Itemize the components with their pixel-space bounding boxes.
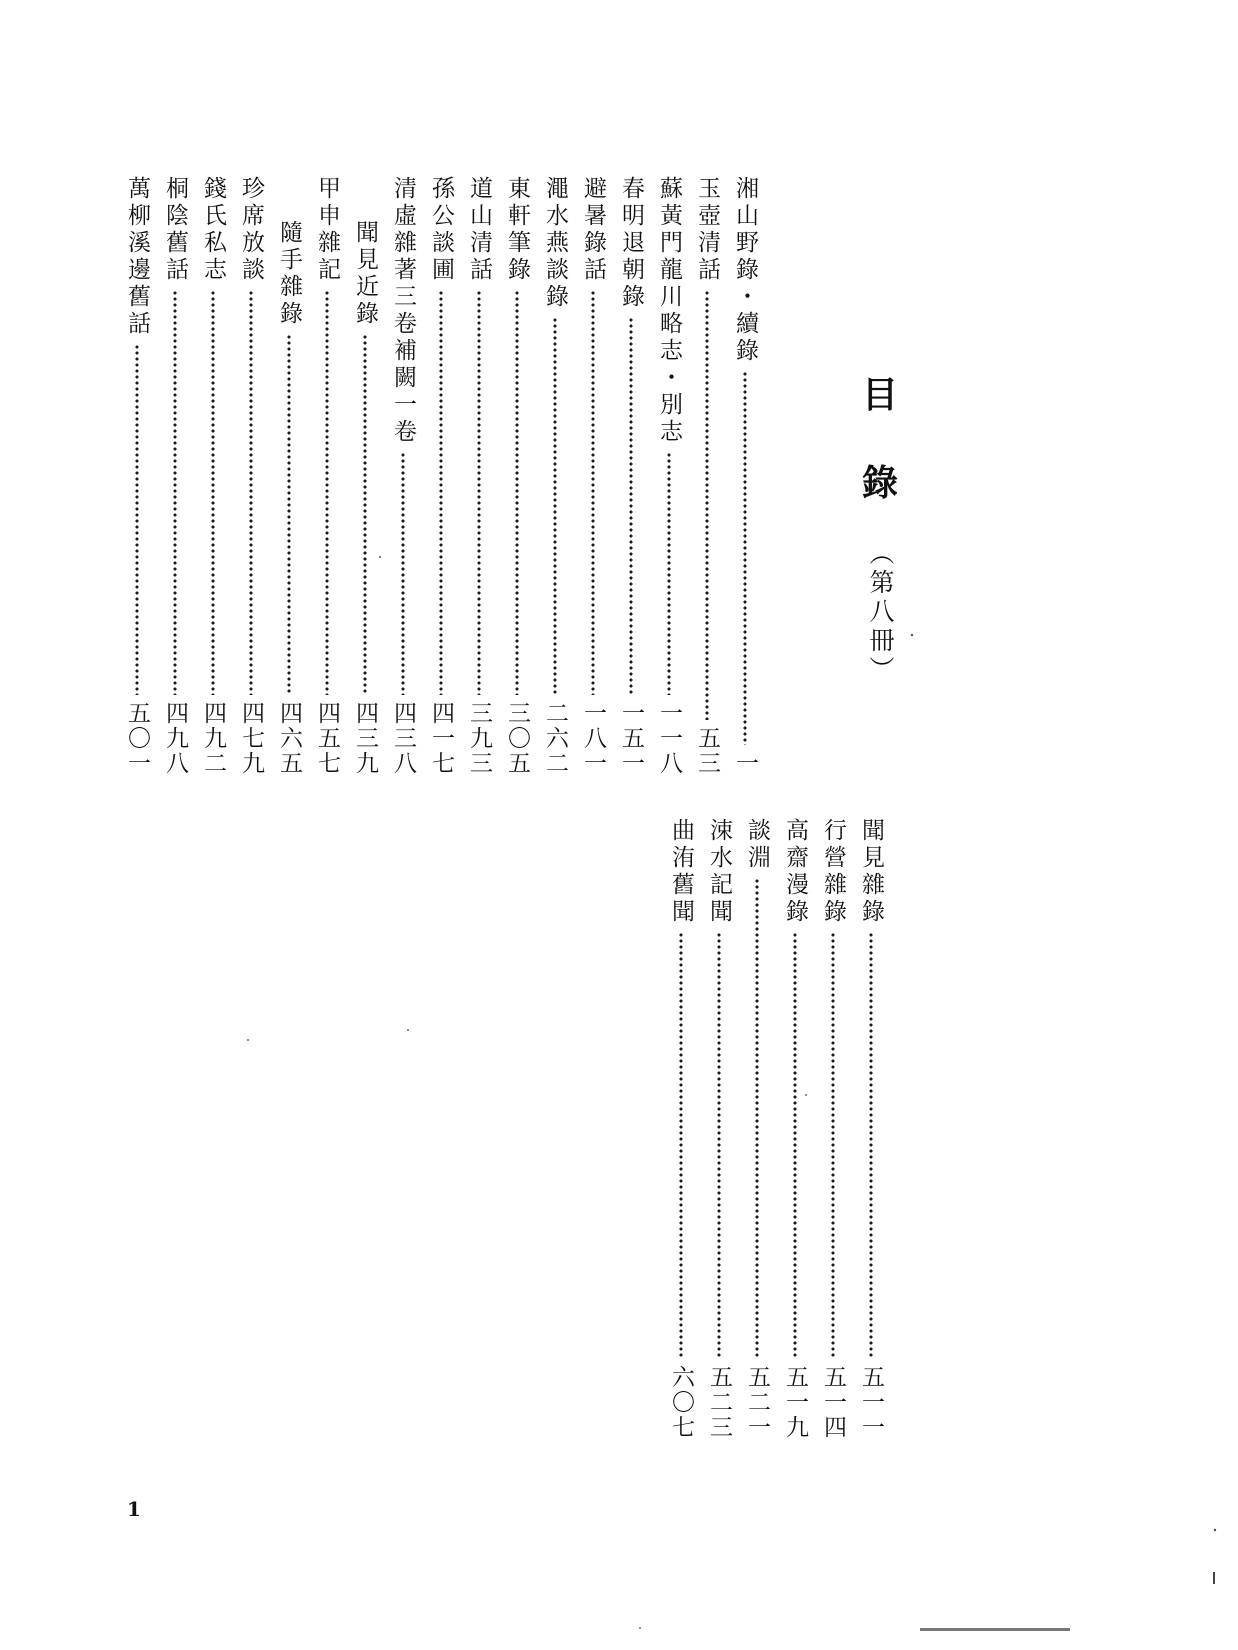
entry-page: 四七九 xyxy=(238,701,264,776)
entry-page: 一五一 xyxy=(618,701,644,776)
entry-page: 五一四 xyxy=(820,1365,846,1440)
entry-title: 道山清話 xyxy=(466,176,492,284)
entry-title: 談淵 xyxy=(744,818,770,872)
entry-page: 六〇七 xyxy=(668,1365,694,1440)
entry-page: 一一八 xyxy=(656,701,682,776)
entry-page: 四三八 xyxy=(390,701,416,776)
entry-page: 一八一 xyxy=(580,701,606,776)
page-number: 1 xyxy=(127,1497,141,1521)
entry-title: 蘇黃門龍川略志・別志 xyxy=(656,176,682,446)
entry-title: 避暑錄話 xyxy=(580,176,606,284)
entry-title: 清虛雜著三卷補闕一卷 xyxy=(390,176,416,446)
entry-title: 行營雜錄 xyxy=(820,818,846,926)
entry-title: 孫公談圃 xyxy=(428,176,454,284)
entry-title: 隨手雜錄 xyxy=(276,220,302,328)
entry-page: 四九二 xyxy=(200,701,226,776)
entry-title: 高齋漫錄 xyxy=(782,818,808,926)
entry-title: 澠水燕談錄 xyxy=(542,176,568,311)
entry-title: 甲申雜記 xyxy=(314,176,340,284)
entry-page: 一 xyxy=(732,751,758,776)
entry-page: 四一七 xyxy=(428,701,454,776)
entry-title: 聞見雜錄 xyxy=(858,818,884,926)
entry-page: 四六五 xyxy=(276,701,302,776)
entry-title: 萬柳溪邊舊話 xyxy=(124,176,150,338)
volume-label: （第八冊） xyxy=(866,540,895,685)
heading-char-1: 目 xyxy=(861,375,898,416)
entry-title: 曲洧舊聞 xyxy=(668,818,694,926)
entry-title: 桐陰舊話 xyxy=(162,176,188,284)
entry-title: 東軒筆錄 xyxy=(504,176,530,284)
entry-title: 春明退朝錄 xyxy=(618,176,644,311)
entry-page: 五二一 xyxy=(744,1365,770,1440)
entry-page: 五〇一 xyxy=(124,701,150,776)
entry-title: 玉壺清話 xyxy=(694,176,720,284)
entry-title: 聞見近錄 xyxy=(352,220,378,328)
entry-title: 湘山野錄・續錄 xyxy=(732,176,758,365)
entry-title: 錢氏私志 xyxy=(200,176,226,284)
entry-page: 四三九 xyxy=(352,701,378,776)
entry-page: 三九三 xyxy=(466,701,492,776)
entry-page: 四九八 xyxy=(162,701,188,776)
entry-title: 珍席放談 xyxy=(238,176,264,284)
entry-page: 五三 xyxy=(694,726,720,776)
entry-title: 涑水記聞 xyxy=(706,818,732,926)
heading-char-2: 錄 xyxy=(861,463,898,504)
entry-page: 五一一 xyxy=(858,1365,884,1440)
entry-page: 五一九 xyxy=(782,1365,808,1440)
entry-page: 二六二 xyxy=(542,701,568,776)
entry-page: 五二三 xyxy=(706,1365,732,1440)
entry-page: 四五七 xyxy=(314,701,340,776)
entry-page: 三〇五 xyxy=(504,701,530,776)
